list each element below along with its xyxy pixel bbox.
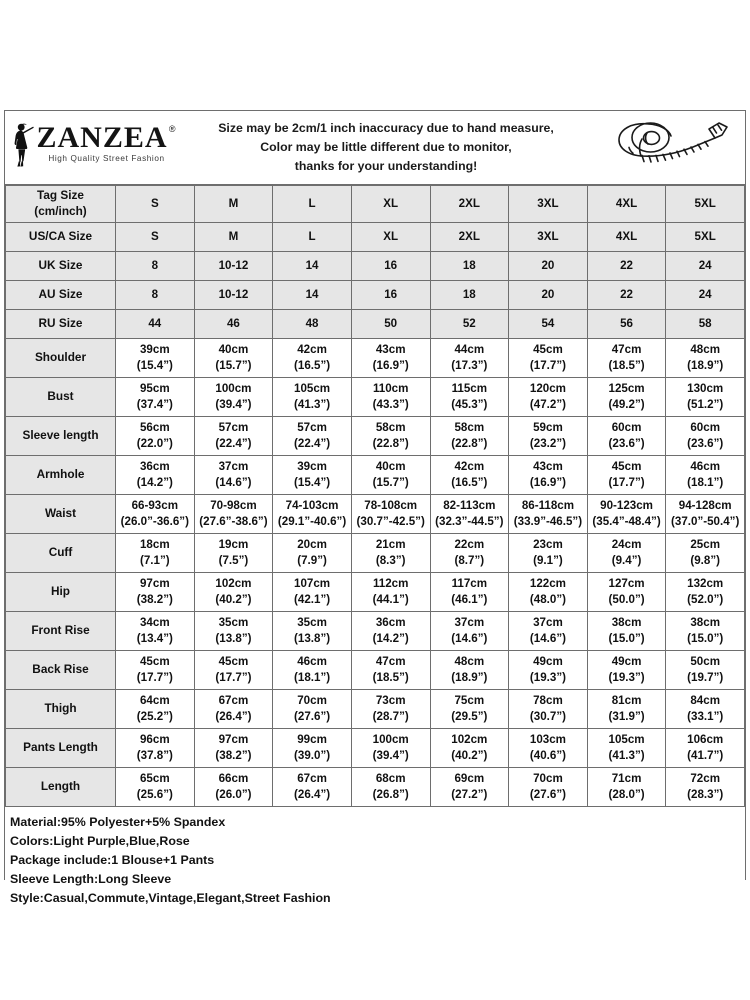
table-cell: 47cm (18.5”) (587, 339, 666, 378)
table-cell: 35cm (13.8”) (273, 612, 352, 651)
table-cell: 100cm (39.4”) (351, 729, 430, 768)
table-row (6, 456, 745, 495)
table-cell: M (194, 223, 273, 252)
tape-measure-icon (609, 114, 731, 181)
woman-silhouette-icon (9, 122, 35, 173)
table-cell: 20 (509, 252, 588, 281)
row-label: Cuff (6, 534, 116, 573)
table-cell: 52 (430, 310, 509, 339)
table-cell: 58 (666, 310, 745, 339)
table-cell: 45cm (17.7”) (509, 339, 588, 378)
table-cell: 39cm (15.4”) (116, 339, 195, 378)
table-cell: 38cm (15.0”) (666, 612, 745, 651)
table-cell: 103cm (40.6”) (509, 729, 588, 768)
table-cell: 70cm (27.6”) (273, 690, 352, 729)
tag-size-label: Tag Size (37, 188, 84, 203)
table-cell: 67cm (26.4”) (194, 690, 273, 729)
row-label: Front Rise (6, 612, 116, 651)
table-cell: 127cm (50.0”) (587, 573, 666, 612)
column-header-cell: 2XL (430, 186, 509, 223)
table-cell: 10-12 (194, 281, 273, 310)
table-cell: 38cm (15.0”) (587, 612, 666, 651)
table-cell: 23cm (9.1”) (509, 534, 588, 573)
table-cell: 2XL (430, 223, 509, 252)
table-cell: 66cm (26.0”) (194, 768, 273, 807)
table-cell: 39cm (15.4”) (273, 456, 352, 495)
table-cell: 132cm (52.0”) (666, 573, 745, 612)
table-cell: 48cm (18.9”) (666, 339, 745, 378)
table-cell: 112cm (44.1”) (351, 573, 430, 612)
row-label: Armhole (6, 456, 116, 495)
table-cell: 94-128cm (37.0”-50.4”) (666, 495, 745, 534)
detail-style: Style:Casual,Commute,Vintage,Elegant,Street Fashion (10, 890, 331, 905)
table-row (6, 417, 745, 456)
row-label: Waist (6, 495, 116, 534)
table-cell: 68cm (26.8”) (351, 768, 430, 807)
detail-sleeve-length: Sleeve Length:Long Sleeve (10, 871, 172, 886)
table-cell: 97cm (38.2”) (116, 573, 195, 612)
table-cell: 58cm (22.8”) (351, 417, 430, 456)
table-cell: 59cm (23.2”) (509, 417, 588, 456)
column-header-cell: 3XL (509, 186, 588, 223)
table-cell: 60cm (23.6”) (666, 417, 745, 456)
table-cell: 18cm (7.1”) (116, 534, 195, 573)
table-cell: XL (351, 223, 430, 252)
table-cell: 14 (273, 281, 352, 310)
table-cell: 3XL (509, 223, 588, 252)
table-cell: 106cm (41.7”) (666, 729, 745, 768)
row-label: UK Size (6, 252, 116, 281)
table-cell: 46 (194, 310, 273, 339)
table-cell: 125cm (49.2”) (587, 378, 666, 417)
size-table-body (6, 186, 745, 807)
table-cell: 81cm (31.9”) (587, 690, 666, 729)
table-cell: 5XL (666, 223, 745, 252)
table-cell: 24cm (9.4”) (587, 534, 666, 573)
table-cell: 35cm (13.8”) (194, 612, 273, 651)
table-cell: 97cm (38.2”) (194, 729, 273, 768)
table-cell: 54 (509, 310, 588, 339)
table-cell: 43cm (16.9”) (509, 456, 588, 495)
table-cell: 44 (116, 310, 195, 339)
brand-name: ZANZEA ® (36, 121, 177, 154)
table-cell: 95cm (37.4”) (116, 378, 195, 417)
product-details (5, 807, 745, 912)
table-cell: 18 (430, 252, 509, 281)
row-label: RU Size (6, 310, 116, 339)
table-cell: 72cm (28.3”) (666, 768, 745, 807)
notice-line-2: Color may be little different due to monitor, (260, 139, 512, 154)
table-cell: 56 (587, 310, 666, 339)
table-cell: 36cm (14.2”) (351, 612, 430, 651)
banner (5, 111, 745, 185)
row-label: Pants Length (6, 729, 116, 768)
row-label: Shoulder (6, 339, 116, 378)
table-row (6, 612, 745, 651)
table-cell: 42cm (16.5”) (430, 456, 509, 495)
tag-size-unit: (cm/inch) (34, 204, 87, 218)
table-cell: 40cm (15.7”) (351, 456, 430, 495)
table-cell: 22 (587, 252, 666, 281)
table-cell: 37cm (14.6”) (430, 612, 509, 651)
table-cell: 22cm (8.7”) (430, 534, 509, 573)
table-cell: 42cm (16.5”) (273, 339, 352, 378)
registered-mark-icon: ® (168, 124, 177, 134)
table-cell: 56cm (22.0”) (116, 417, 195, 456)
table-cell: 78cm (30.7”) (509, 690, 588, 729)
table-cell: 49cm (19.3”) (587, 651, 666, 690)
table-cell: 58cm (22.8”) (430, 417, 509, 456)
table-cell: 40cm (15.7”) (194, 339, 273, 378)
table-cell: 22 (587, 281, 666, 310)
column-header-cell: L (273, 186, 352, 223)
detail-package: Package include:1 Blouse+1 Pants (10, 852, 215, 867)
row-label: US/CA Size (6, 223, 116, 252)
table-row (6, 223, 745, 252)
table-cell: 122cm (48.0”) (509, 573, 588, 612)
column-header-cell: 5XL (666, 186, 745, 223)
table-row (6, 651, 745, 690)
table-row (6, 378, 745, 417)
table-cell: 117cm (46.1”) (430, 573, 509, 612)
row-label: Back Rise (6, 651, 116, 690)
table-cell: 4XL (587, 223, 666, 252)
table-cell: 115cm (45.3”) (430, 378, 509, 417)
table-cell: 105cm (41.3”) (273, 378, 352, 417)
table-cell: 46cm (18.1”) (666, 456, 745, 495)
chart-frame (4, 110, 746, 905)
tape-measure-illustration (595, 114, 745, 181)
notice-line-3: thanks for your understanding! (294, 159, 478, 174)
table-cell: 34cm (13.4”) (116, 612, 195, 651)
row-label: Bust (6, 378, 116, 417)
row-label: Length (6, 768, 116, 807)
table-row (6, 281, 745, 310)
column-header-cell: S (116, 186, 195, 223)
table-row (6, 573, 745, 612)
table-cell: 37cm (14.6”) (194, 456, 273, 495)
table-cell: 8 (116, 281, 195, 310)
brand-tagline: High Quality Street Fashion (48, 153, 165, 163)
table-cell: 57cm (22.4”) (194, 417, 273, 456)
size-chart-table (5, 185, 745, 807)
row-label: Sleeve length (6, 417, 116, 456)
table-cell: 14 (273, 252, 352, 281)
table-cell: 100cm (39.4”) (194, 378, 273, 417)
table-cell: 82-113cm (32.3”-44.5”) (430, 495, 509, 534)
column-header-cell: 4XL (587, 186, 666, 223)
table-cell: 84cm (33.1”) (666, 690, 745, 729)
table-row (6, 495, 745, 534)
table-cell: 47cm (18.5”) (351, 651, 430, 690)
table-cell: S (116, 223, 195, 252)
table-cell: 46cm (18.1”) (273, 651, 352, 690)
table-cell: 73cm (28.7”) (351, 690, 430, 729)
row-label: Thigh (6, 690, 116, 729)
table-row (6, 252, 745, 281)
table-cell: 57cm (22.4”) (273, 417, 352, 456)
table-header-row (6, 186, 745, 223)
table-cell: 50 (351, 310, 430, 339)
measurement-notice (177, 119, 595, 176)
row-label: AU Size (6, 281, 116, 310)
table-cell: 44cm (17.3”) (430, 339, 509, 378)
table-cell: 75cm (29.5”) (430, 690, 509, 729)
table-cell: 10-12 (194, 252, 273, 281)
table-cell: 102cm (40.2”) (430, 729, 509, 768)
table-cell: 90-123cm (35.4”-48.4”) (587, 495, 666, 534)
table-cell: 20cm (7.9”) (273, 534, 352, 573)
table-cell: 49cm (19.3”) (509, 651, 588, 690)
notice-line-1: Size may be 2cm/1 inch inaccuracy due to hand measure, (218, 120, 554, 135)
table-cell: 45cm (17.7”) (116, 651, 195, 690)
table-cell: 24 (666, 252, 745, 281)
table-cell: 60cm (23.6”) (587, 417, 666, 456)
table-cell: 48 (273, 310, 352, 339)
table-cell: 48cm (18.9”) (430, 651, 509, 690)
column-header-cell: M (194, 186, 273, 223)
table-cell: 67cm (26.4”) (273, 768, 352, 807)
table-cell: 105cm (41.3”) (587, 729, 666, 768)
detail-material: Material:95% Polyester+5% Spandex (10, 815, 226, 829)
table-cell: 66-93cm (26.0”-36.6”) (116, 495, 195, 534)
table-cell: 130cm (51.2”) (666, 378, 745, 417)
table-row (6, 690, 745, 729)
table-cell: 64cm (25.2”) (116, 690, 195, 729)
table-cell: 16 (351, 281, 430, 310)
table-cell: 25cm (9.8”) (666, 534, 745, 573)
table-cell: 107cm (42.1”) (273, 573, 352, 612)
table-cell: 20 (509, 281, 588, 310)
table-cell: 86-118cm (33.9”-46.5”) (509, 495, 588, 534)
column-header-cell: XL (351, 186, 430, 223)
table-cell: 50cm (19.7”) (666, 651, 745, 690)
table-row (6, 310, 745, 339)
table-cell: 37cm (14.6”) (509, 612, 588, 651)
table-cell: 71cm (28.0”) (587, 768, 666, 807)
tag-size-header (6, 186, 116, 223)
table-cell: 24 (666, 281, 745, 310)
table-cell: 36cm (14.2”) (116, 456, 195, 495)
table-cell: 18 (430, 281, 509, 310)
table-cell: 99cm (39.0”) (273, 729, 352, 768)
table-cell: 78-108cm (30.7”-42.5”) (351, 495, 430, 534)
table-cell: 69cm (27.2”) (430, 768, 509, 807)
table-cell: L (273, 223, 352, 252)
table-cell: 43cm (16.9”) (351, 339, 430, 378)
table-cell: 110cm (43.3”) (351, 378, 430, 417)
table-cell: 70cm (27.6”) (509, 768, 588, 807)
table-cell: 96cm (37.8”) (116, 729, 195, 768)
table-row (6, 768, 745, 807)
table-cell: 45cm (17.7”) (587, 456, 666, 495)
table-cell: 19cm (7.5”) (194, 534, 273, 573)
table-cell: 70-98cm (27.6”-38.6”) (194, 495, 273, 534)
table-cell: 8 (116, 252, 195, 281)
table-cell: 65cm (25.6”) (116, 768, 195, 807)
table-row (6, 534, 745, 573)
table-cell: 74-103cm (29.1”-40.6”) (273, 495, 352, 534)
table-cell: 45cm (17.7”) (194, 651, 273, 690)
row-label: Hip (6, 573, 116, 612)
table-row (6, 339, 745, 378)
table-cell: 16 (351, 252, 430, 281)
table-cell: 21cm (8.3”) (351, 534, 430, 573)
detail-colors: Colors:Light Purple,Blue,Rose (10, 833, 190, 848)
table-cell: 120cm (47.2”) (509, 378, 588, 417)
table-row (6, 729, 745, 768)
brand-logo (5, 122, 177, 173)
table-cell: 102cm (40.2”) (194, 573, 273, 612)
